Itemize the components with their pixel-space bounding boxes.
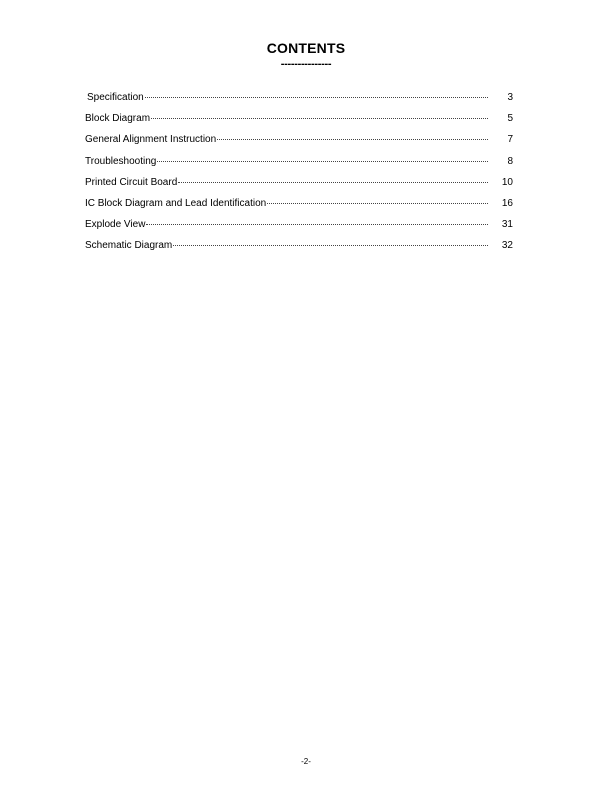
toc-entry-general-alignment-instruction[interactable] <box>85 134 517 155</box>
dot-leader <box>217 138 488 140</box>
dot-leader <box>173 244 488 246</box>
dot-leader <box>146 223 488 225</box>
dot-leader <box>151 117 488 119</box>
toc-entry-label: IC Block Diagram and Lead Identification <box>85 197 267 209</box>
dot-leader <box>145 96 488 98</box>
toc-entry-page: 16 <box>501 197 513 209</box>
toc-entry-page: 5 <box>507 113 513 125</box>
dot-leader <box>157 160 488 162</box>
toc-entry-page: 7 <box>507 134 513 146</box>
toc-entry-page: 10 <box>501 176 513 188</box>
toc-entry-specification[interactable] <box>85 92 517 113</box>
toc-entry-label: General Alignment Instruction <box>85 134 217 146</box>
toc-entry-label: Explode View <box>85 219 146 231</box>
toc-entry-label: Printed Circuit Board <box>85 176 178 188</box>
page-number: -2- <box>301 757 311 766</box>
toc-entry-ic-block-diagram[interactable] <box>85 198 517 219</box>
toc-entry-page: 3 <box>507 92 513 103</box>
toc-entry-troubleshooting[interactable] <box>85 156 517 177</box>
page-title: CONTENTS <box>266 40 346 56</box>
dot-leader <box>178 181 488 183</box>
toc-entry-label: Troubleshooting <box>85 155 157 167</box>
toc-entry-page: 32 <box>501 240 513 252</box>
toc-entry-label: Schematic Diagram <box>85 240 173 252</box>
table-of-contents <box>85 92 517 262</box>
toc-entry-block-diagram[interactable] <box>85 113 517 134</box>
toc-entry-explode-view[interactable] <box>85 219 517 240</box>
toc-entry-page: 31 <box>501 219 513 231</box>
toc-entry-page: 8 <box>507 155 513 167</box>
dot-leader <box>267 202 488 204</box>
toc-entry-printed-circuit-board[interactable] <box>85 177 517 198</box>
toc-entry-schematic-diagram[interactable] <box>85 240 517 261</box>
toc-entry-label: Block Diagram <box>85 113 151 125</box>
title-underline: --------------- <box>280 58 332 70</box>
toc-entry-label: Specification <box>87 92 144 103</box>
